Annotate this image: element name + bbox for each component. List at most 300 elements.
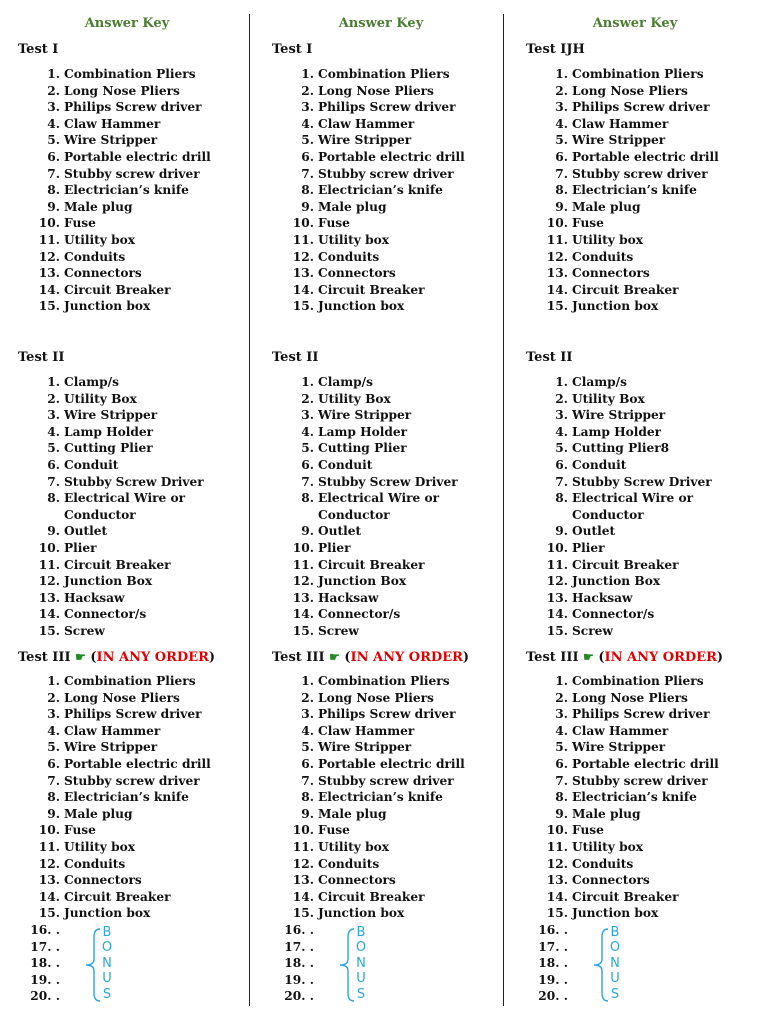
item-text: Conduits (64, 856, 126, 871)
item-number: 1. (301, 67, 314, 81)
item-number: 8. (301, 491, 314, 506)
item-number: 12. (38, 249, 60, 264)
item-text: Conduits (572, 856, 634, 871)
item-text: Combination Pliers (318, 67, 450, 81)
bonus-brace-icon (590, 927, 610, 1003)
item-number: 19. . (30, 972, 60, 987)
item-number: 7. (301, 773, 314, 788)
item-number: 17. . (538, 939, 568, 954)
item-text: Electrician’s knife (572, 183, 697, 198)
test-3-label: Test III (526, 650, 579, 665)
item-text: Utility box (64, 839, 136, 854)
item-text: Conduits (318, 856, 380, 871)
item-number: 15. (546, 906, 568, 921)
item-text: Circuit Breaker (64, 557, 171, 572)
item-text: Claw Hammer (318, 116, 415, 131)
column-divider (249, 14, 250, 1006)
item-text: Wire Stripper (64, 133, 158, 148)
item-number: 8. (555, 790, 568, 805)
item-text: Connector/s (64, 607, 147, 622)
item-text: Fuse (572, 823, 604, 838)
item-text: Connectors (572, 873, 650, 888)
item-number: 14. (292, 607, 314, 622)
bonus-letter: S (102, 986, 112, 1002)
item-number: 9. (555, 524, 568, 539)
item-text: Claw Hammer (64, 116, 161, 131)
item-number: 6. (301, 756, 314, 771)
item-number: 3. (47, 408, 60, 423)
item-number: 2. (47, 391, 60, 406)
item-number: 9. (301, 199, 314, 214)
item-number: 10. (546, 823, 568, 838)
item-text: Conduits (318, 249, 380, 264)
bonus-brace-icon (336, 927, 356, 1003)
item-number: 14. (546, 607, 568, 622)
item-number: 3. (47, 707, 60, 722)
bonus-label (608, 925, 622, 1002)
order-open-paren: ( (90, 650, 97, 665)
item-number: 19. . (538, 972, 568, 987)
item-number: 12. (38, 856, 60, 871)
bonus-label (100, 925, 114, 1002)
item-text: Connectors (318, 266, 396, 281)
answer-key-title: Answer Key (592, 16, 678, 31)
item-number: 2. (555, 83, 568, 98)
bonus-letter: N (610, 955, 620, 971)
item-number: 14. (546, 889, 568, 904)
item-number: 6. (301, 457, 314, 472)
item-text: Utility box (318, 839, 390, 854)
item-number: 8. (47, 790, 60, 805)
order-close-paren: ) (462, 650, 470, 665)
test-3-heading (272, 650, 469, 665)
item-number: 14. (38, 282, 60, 297)
item-text: Circuit Breaker (572, 557, 679, 572)
item-text: Plier (572, 540, 605, 555)
bonus-letter: S (610, 986, 620, 1002)
test-1-heading: Test IJH (526, 42, 585, 57)
item-number: 1. (47, 674, 60, 688)
item-text: Philips Screw driver (318, 707, 456, 722)
item-number: 12. (292, 856, 314, 871)
item-number: 14. (292, 889, 314, 904)
item-number: 20. . (538, 989, 568, 1004)
item-number: 17. . (284, 939, 314, 954)
item-number: 13. (38, 266, 60, 281)
item-text: Electrical Wire or Conductor (572, 491, 694, 522)
item-text: Junction box (318, 299, 405, 314)
item-text: Conduit (318, 457, 373, 472)
item-text: Wire Stripper (318, 740, 412, 755)
item-number: 5. (555, 133, 568, 148)
item-text: Cutting Plier8 (572, 441, 670, 456)
item-number: 19. . (284, 972, 314, 987)
item-number: 15. (38, 299, 60, 314)
item-text: Clamp/s (64, 375, 119, 389)
test-3-label: Test III (18, 650, 71, 665)
item-number: 10. (38, 216, 60, 231)
item-text: Stubby screw driver (572, 166, 708, 181)
item-text: Philips Screw driver (64, 707, 202, 722)
item-text: Plier (64, 540, 97, 555)
item-text: Combination Pliers (572, 67, 704, 81)
item-text: Wire Stripper (318, 133, 412, 148)
item-text: Conduits (572, 249, 634, 264)
item-text: Male plug (572, 806, 641, 821)
item-number: 3. (555, 408, 568, 423)
item-number: 1. (555, 674, 568, 688)
item-text: Philips Screw driver (572, 100, 710, 115)
item-text: Conduits (64, 249, 126, 264)
item-number: 5. (555, 441, 568, 456)
item-text: Fuse (318, 823, 350, 838)
order-close-paren: ) (208, 650, 216, 665)
item-text: Fuse (318, 216, 350, 231)
item-number: 14. (546, 282, 568, 297)
item-text: Connector/s (572, 607, 655, 622)
item-text: Long Nose Pliers (572, 690, 688, 705)
item-number: 5. (47, 133, 60, 148)
item-number: 11. (292, 232, 314, 247)
item-number: 12. (546, 574, 568, 589)
item-text: Junction box (572, 299, 659, 314)
item-text: Portable electric drill (572, 149, 719, 164)
item-number: 2. (301, 391, 314, 406)
item-number: 3. (301, 707, 314, 722)
item-text: Stubby screw driver (318, 773, 454, 788)
item-text: Claw Hammer (64, 723, 161, 738)
item-number: 10. (546, 216, 568, 231)
item-number: 3. (301, 408, 314, 423)
item-number: 5. (301, 441, 314, 456)
item-number: 7. (47, 166, 60, 181)
item-text: Connectors (64, 873, 142, 888)
item-number: 6. (555, 457, 568, 472)
item-text: Stubby Screw Driver (64, 474, 204, 489)
item-text: Outlet (64, 524, 108, 539)
item-text: Clamp/s (318, 375, 373, 389)
item-text: Connectors (64, 266, 142, 281)
item-number: 11. (546, 557, 568, 572)
test-1-heading: Test I (272, 42, 313, 57)
bonus-letter: U (610, 971, 620, 987)
item-number: 5. (301, 740, 314, 755)
item-number: 6. (47, 756, 60, 771)
item-number: 2. (47, 690, 60, 705)
item-text: Fuse (64, 216, 96, 231)
answer-key-title: Answer Key (338, 16, 424, 31)
item-number: 6. (555, 149, 568, 164)
item-number: 1. (555, 67, 568, 81)
item-text: Junction box (64, 906, 151, 921)
bonus-letter: U (356, 971, 366, 987)
item-number: 7. (47, 474, 60, 489)
test-1-heading: Test I (18, 42, 59, 57)
item-text: Stubby screw driver (318, 166, 454, 181)
item-text: Utility Box (64, 391, 137, 406)
test-2-heading: Test II (18, 350, 65, 365)
item-text: Electrician’s knife (64, 183, 189, 198)
order-close-paren: ) (716, 650, 724, 665)
item-number: 15. (292, 623, 314, 638)
item-text: Circuit Breaker (318, 282, 425, 297)
item-number: 4. (47, 424, 60, 439)
item-number: 8. (301, 790, 314, 805)
item-number: 3. (47, 100, 60, 115)
item-number: 12. (546, 249, 568, 264)
item-number: 6. (555, 756, 568, 771)
item-text: Portable electric drill (64, 149, 211, 164)
item-text: Fuse (64, 823, 96, 838)
item-text: Combination Pliers (64, 674, 196, 688)
item-number: 1. (301, 375, 314, 389)
bonus-letter: U (102, 971, 112, 987)
item-text: Long Nose Pliers (64, 690, 180, 705)
item-text: Circuit Breaker (318, 889, 425, 904)
test-3-heading (526, 650, 723, 665)
item-number: 10. (292, 823, 314, 838)
item-number: 13. (292, 873, 314, 888)
item-number: 4. (555, 116, 568, 131)
item-text: Cutting Plier (64, 441, 153, 456)
item-number: 16. . (538, 922, 568, 937)
item-number: 13. (546, 873, 568, 888)
item-text: Screw (64, 623, 105, 638)
item-text: Male plug (64, 199, 133, 214)
item-text: Cutting Plier (318, 441, 407, 456)
column-divider (503, 14, 504, 1006)
item-number: 15. (546, 623, 568, 638)
item-text: Circuit Breaker (572, 889, 679, 904)
item-number: 4. (555, 723, 568, 738)
item-number: 3. (555, 100, 568, 115)
item-number: 6. (47, 149, 60, 164)
test-3-heading (18, 650, 215, 665)
item-text: Screw (572, 623, 613, 638)
answer-key-column (508, 0, 762, 1024)
bonus-letter: N (356, 955, 366, 971)
test-2-heading: Test II (272, 350, 319, 365)
item-text: Long Nose Pliers (572, 83, 688, 98)
item-number: 12. (546, 856, 568, 871)
item-text: Electrician’s knife (572, 790, 697, 805)
item-number: 11. (38, 232, 60, 247)
item-number: 20. . (30, 989, 60, 1004)
item-text: Utility Box (318, 391, 391, 406)
item-text: Junction Box (64, 574, 153, 589)
item-number: 10. (292, 540, 314, 555)
item-text: Male plug (572, 199, 641, 214)
item-number: 11. (38, 557, 60, 572)
item-number: 9. (555, 199, 568, 214)
item-number: 1. (555, 375, 568, 389)
item-number: 8. (555, 183, 568, 198)
item-number: 4. (301, 424, 314, 439)
item-number: 18. . (538, 956, 568, 971)
item-number: 4. (47, 723, 60, 738)
item-number: 9. (555, 806, 568, 821)
item-number: 7. (47, 773, 60, 788)
item-text: Junction box (572, 906, 659, 921)
bonus-letter: O (101, 940, 113, 956)
bonus-letter: B (610, 924, 620, 940)
item-number: 14. (38, 889, 60, 904)
item-number: 14. (38, 607, 60, 622)
item-number: 5. (47, 740, 60, 755)
item-text: Wire Stripper (64, 408, 158, 423)
item-number: 8. (47, 491, 60, 506)
item-text: Hacksaw (572, 590, 633, 605)
item-text: Wire Stripper (572, 408, 666, 423)
item-number: 7. (555, 474, 568, 489)
answer-key-column (0, 0, 254, 1024)
item-text: Portable electric drill (318, 756, 465, 771)
item-number: 9. (301, 806, 314, 821)
item-text: Connector/s (318, 607, 401, 622)
item-text: Male plug (318, 806, 387, 821)
item-text: Claw Hammer (318, 723, 415, 738)
item-number: 2. (555, 391, 568, 406)
item-number: 11. (38, 839, 60, 854)
item-text: Portable electric drill (64, 756, 211, 771)
item-number: 7. (555, 773, 568, 788)
item-number: 10. (546, 540, 568, 555)
item-text: Long Nose Pliers (64, 83, 180, 98)
item-text: Male plug (318, 199, 387, 214)
item-text: Electrician’s knife (318, 183, 443, 198)
item-number: 1. (301, 674, 314, 688)
item-text: Utility Box (572, 391, 645, 406)
pointing-hand-icon: ☛ (329, 650, 340, 664)
item-number: 8. (555, 491, 568, 506)
item-text: Clamp/s (572, 375, 627, 389)
item-number: 13. (546, 266, 568, 281)
item-text: Electrical Wire or Conductor (318, 491, 440, 522)
item-text: Utility box (572, 839, 644, 854)
item-number: 18. . (284, 956, 314, 971)
item-text: Fuse (572, 216, 604, 231)
item-text: Long Nose Pliers (318, 690, 434, 705)
item-text: Stubby screw driver (64, 166, 200, 181)
item-number: 8. (301, 183, 314, 198)
item-text: Stubby Screw Driver (318, 474, 458, 489)
item-number: 13. (292, 266, 314, 281)
item-number: 17. . (30, 939, 60, 954)
item-text: Long Nose Pliers (318, 83, 434, 98)
item-text: Junction Box (572, 574, 661, 589)
item-text: Philips Screw driver (64, 100, 202, 115)
item-text: Claw Hammer (572, 116, 669, 131)
item-text: Combination Pliers (64, 67, 196, 81)
item-number: 15. (292, 299, 314, 314)
item-text: Wire Stripper (572, 740, 666, 755)
item-text: Portable electric drill (572, 756, 719, 771)
item-text: Electrical Wire or Conductor (64, 491, 186, 522)
bonus-letter: B (356, 924, 366, 940)
item-number: 18. . (30, 956, 60, 971)
item-text: Lamp Holder (64, 424, 154, 439)
item-number: 11. (292, 839, 314, 854)
item-text: Hacksaw (318, 590, 379, 605)
item-number: 2. (47, 83, 60, 98)
item-text: Circuit Breaker (64, 889, 171, 904)
item-number: 2. (301, 83, 314, 98)
test-3-label: Test III (272, 650, 325, 665)
item-text: Utility box (572, 232, 644, 247)
item-text: Portable electric drill (318, 149, 465, 164)
item-number: 11. (292, 557, 314, 572)
item-text: Claw Hammer (572, 723, 669, 738)
item-number: 3. (555, 707, 568, 722)
item-number: 4. (301, 723, 314, 738)
item-text: Stubby Screw Driver (572, 474, 712, 489)
item-number: 7. (301, 166, 314, 181)
item-text: Screw (318, 623, 359, 638)
item-number: 2. (301, 690, 314, 705)
bonus-letter: O (355, 940, 367, 956)
bonus-letter: O (609, 940, 621, 956)
test-2-heading: Test II (526, 350, 573, 365)
item-number: 11. (546, 839, 568, 854)
item-text: Circuit Breaker (64, 282, 171, 297)
item-number: 9. (47, 199, 60, 214)
item-number: 1. (47, 375, 60, 389)
item-text: Male plug (64, 806, 133, 821)
item-text: Philips Screw driver (572, 707, 710, 722)
bonus-letter: N (102, 955, 112, 971)
item-number: 6. (301, 149, 314, 164)
item-number: 13. (38, 873, 60, 888)
item-text: Conduit (64, 457, 119, 472)
item-text: Connectors (572, 266, 650, 281)
item-number: 11. (546, 232, 568, 247)
pointing-hand-icon: ☛ (583, 650, 594, 664)
item-text: Combination Pliers (572, 674, 704, 688)
item-text: Wire Stripper (572, 133, 666, 148)
item-number: 5. (555, 740, 568, 755)
item-number: 13. (292, 590, 314, 605)
item-number: 13. (38, 590, 60, 605)
item-number: 12. (38, 574, 60, 589)
item-number: 6. (47, 457, 60, 472)
item-text: Stubby screw driver (64, 773, 200, 788)
item-text: Wire Stripper (318, 408, 412, 423)
item-number: 3. (301, 100, 314, 115)
in-any-order-note: IN ANY ORDER (604, 650, 717, 665)
in-any-order-note: IN ANY ORDER (96, 650, 209, 665)
item-text: Conduit (572, 457, 627, 472)
item-number: 4. (555, 424, 568, 439)
item-number: 10. (38, 540, 60, 555)
item-number: 15. (546, 299, 568, 314)
item-text: Lamp Holder (572, 424, 662, 439)
bonus-letter: S (356, 986, 366, 1002)
item-text: Combination Pliers (318, 674, 450, 688)
item-number: 9. (47, 806, 60, 821)
item-text: Hacksaw (64, 590, 125, 605)
item-text: Electrician’s knife (318, 790, 443, 805)
order-open-paren: ( (344, 650, 351, 665)
bonus-letter: B (102, 924, 112, 940)
item-number: 1. (47, 67, 60, 81)
item-text: Lamp Holder (318, 424, 408, 439)
bonus-label (354, 925, 368, 1002)
item-number: 5. (47, 441, 60, 456)
item-text: Utility box (318, 232, 390, 247)
item-number: 2. (555, 690, 568, 705)
item-number: 15. (38, 906, 60, 921)
pointing-hand-icon: ☛ (75, 650, 86, 664)
